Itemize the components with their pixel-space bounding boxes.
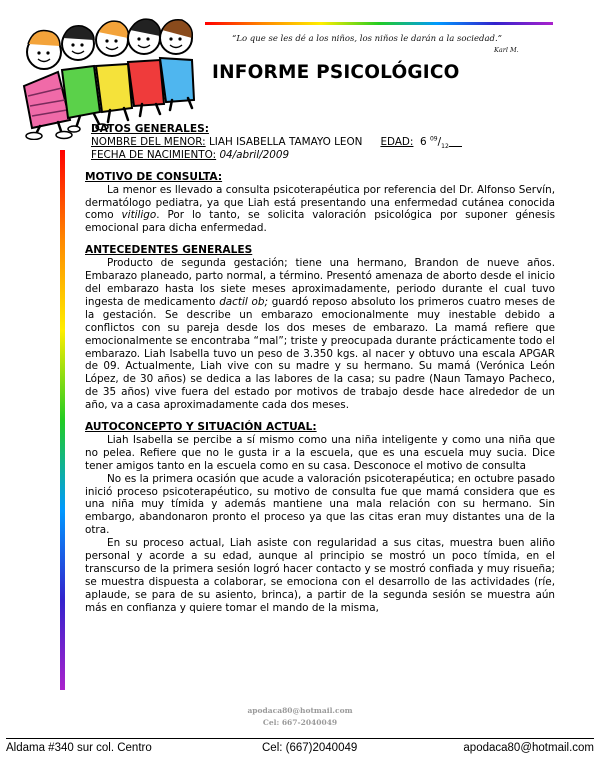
page-title: INFORME PSICOLÓGICO bbox=[212, 62, 460, 83]
child-body-green bbox=[62, 66, 100, 118]
report-body bbox=[85, 123, 555, 615]
child-body-yellow bbox=[96, 64, 132, 112]
footer-phone: Cel: (667)2040049 bbox=[262, 742, 358, 754]
vitiligo-term: vitiligo bbox=[121, 209, 157, 222]
autoconcepto-paragraph-2: No es la primera ocasión que acude a valoración psicoterapéutica; en octubre pasado inició proceso psicoterapéutico, su motivo de consulta fue que mamá considera que es una niña muy tímida y además mantiene una mala relación con su hermano. Sin embargo, abandonaron pronto el proceso ya que las citas eran muy distantes una de la otra. bbox=[85, 472, 555, 537]
child-body-blue bbox=[160, 58, 194, 102]
footer-address: Aldama #340 sur col. Centro bbox=[6, 742, 152, 754]
side-rainbow-bar bbox=[60, 150, 65, 690]
contact-email: apodaca80@hotmail.com bbox=[247, 706, 353, 715]
antecedentes-paragraph: Producto de segunda gestación; tiene una hermano, Brandon de nueve años. Embarazo planeado, parto normal, a término. Presentó amenaza de aborto desde el inicio del embarazo hasta los siete meses aproximadamente, periodo durante el cual tuvo ingesta de medicamento dactil ob; guardó reposo absoluto los primeros cuatro meses de la gestación. Se describe un embarazo emocionalmente muy inestable debido a conflictos con su pareja desde los dos meses de embarazo. La mamá refiere que emocionalmente se encontraba “mal”; triste y preocupada durante prácticamente todo el embarazo. Liah Isabella tuvo un peso de 3.350 kgs. al nacer y obtuvo una escala APGAR de 09. Actualmente, Liah vive con su madre y su hermano. Su mamá (Verónica León López, de 30 años) se dedica a las labores de la casa; su padre (Naun Tamayo Pacheco, de 35 años) vive fuera del estado por motivos de trabajo desde hace alrededor de un año, va a casa aproximadamente cada dos meses. bbox=[85, 257, 556, 412]
quote-author: Karl M. bbox=[494, 46, 519, 54]
header-quote: “Lo que se les dé a los niños, los niños le darán a la sociedad.” bbox=[232, 34, 503, 44]
child-body-red bbox=[128, 60, 164, 106]
fecha-value: 04/abril/2009 bbox=[219, 148, 290, 161]
top-rainbow-line bbox=[205, 22, 553, 25]
footer-email: apodaca80@hotmail.com bbox=[463, 742, 594, 754]
edad-label: EDAD: bbox=[380, 135, 414, 148]
motivo-heading: MOTIVO DE CONSULTA: bbox=[85, 170, 223, 183]
fecha-label: FECHA DE NACIMIENTO: bbox=[91, 148, 217, 161]
edad-value: 6 bbox=[420, 135, 427, 148]
children-illustration bbox=[10, 8, 210, 140]
datos-heading: DATOS GENERALES: bbox=[91, 123, 209, 135]
contact-cel: Cel: 667-2040049 bbox=[262, 718, 338, 727]
edad-months: 09 bbox=[429, 135, 438, 143]
nombre-value: LIAH ISABELLA TAMAYO LEON bbox=[205, 135, 363, 148]
edad-months-total: 12 bbox=[441, 142, 449, 150]
nombre-label: NOMBRE DEL MENOR: bbox=[91, 135, 206, 148]
autoconcepto-paragraph-1: Liah Isabella se percibe a sí mismo como una niña inteligente y como una niña que no pelea. Refiere que no le gusta ir a la escuela, que es una escuela muy sucia. Dice tener amigos tanto en la escuela como en su casa. Desconoce el motivo de consulta bbox=[85, 433, 555, 472]
footer-divider bbox=[6, 738, 594, 739]
nombre-line: NOMBRE DEL MENOR: LIAH ISABELLA TAMAYO LEON EDAD: 6 $^{09}/_{12}$ bbox=[91, 135, 449, 150]
autoconcepto-paragraph-3: En su proceso actual, Liah asiste con regularidad a sus citas, muestra buen aliño personal y acorde a su edad, aunque al principio se mostró un poco tímida, en el transcurso de la primera sesión logró hacer contacto y se mostró confiada y muy risueña; se muestra dispuesta a colaborar, se emociona con el desarrollo de las actividades (ríe, aplaude, se para de su asiento, brinca), a partir de la segunda sesión se muestra aún más en confianza y quiere tomar el mando de la misma, bbox=[85, 537, 555, 614]
medication-term: dactil ob; bbox=[219, 295, 268, 308]
motivo-paragraph: La menor es llevado a consulta psicoterapéutica por referencia del Dr. Alfonso Servín, dermatólogo pediatra, ya que Liah está presentando una enfermedad cutánea conocida como vitiligo. Por lo tanto, se solicita valoración psicológica por suponer génesis emocional para dicha enfermedad. bbox=[85, 183, 556, 235]
fecha-line bbox=[91, 149, 555, 162]
autoconcepto-heading: AUTOCONCEPTO Y SITUACIÓN ACTUAL: bbox=[85, 421, 317, 434]
datos-generales bbox=[85, 123, 555, 162]
antecedentes-heading: ANTECEDENTES GENERALES bbox=[85, 244, 253, 257]
